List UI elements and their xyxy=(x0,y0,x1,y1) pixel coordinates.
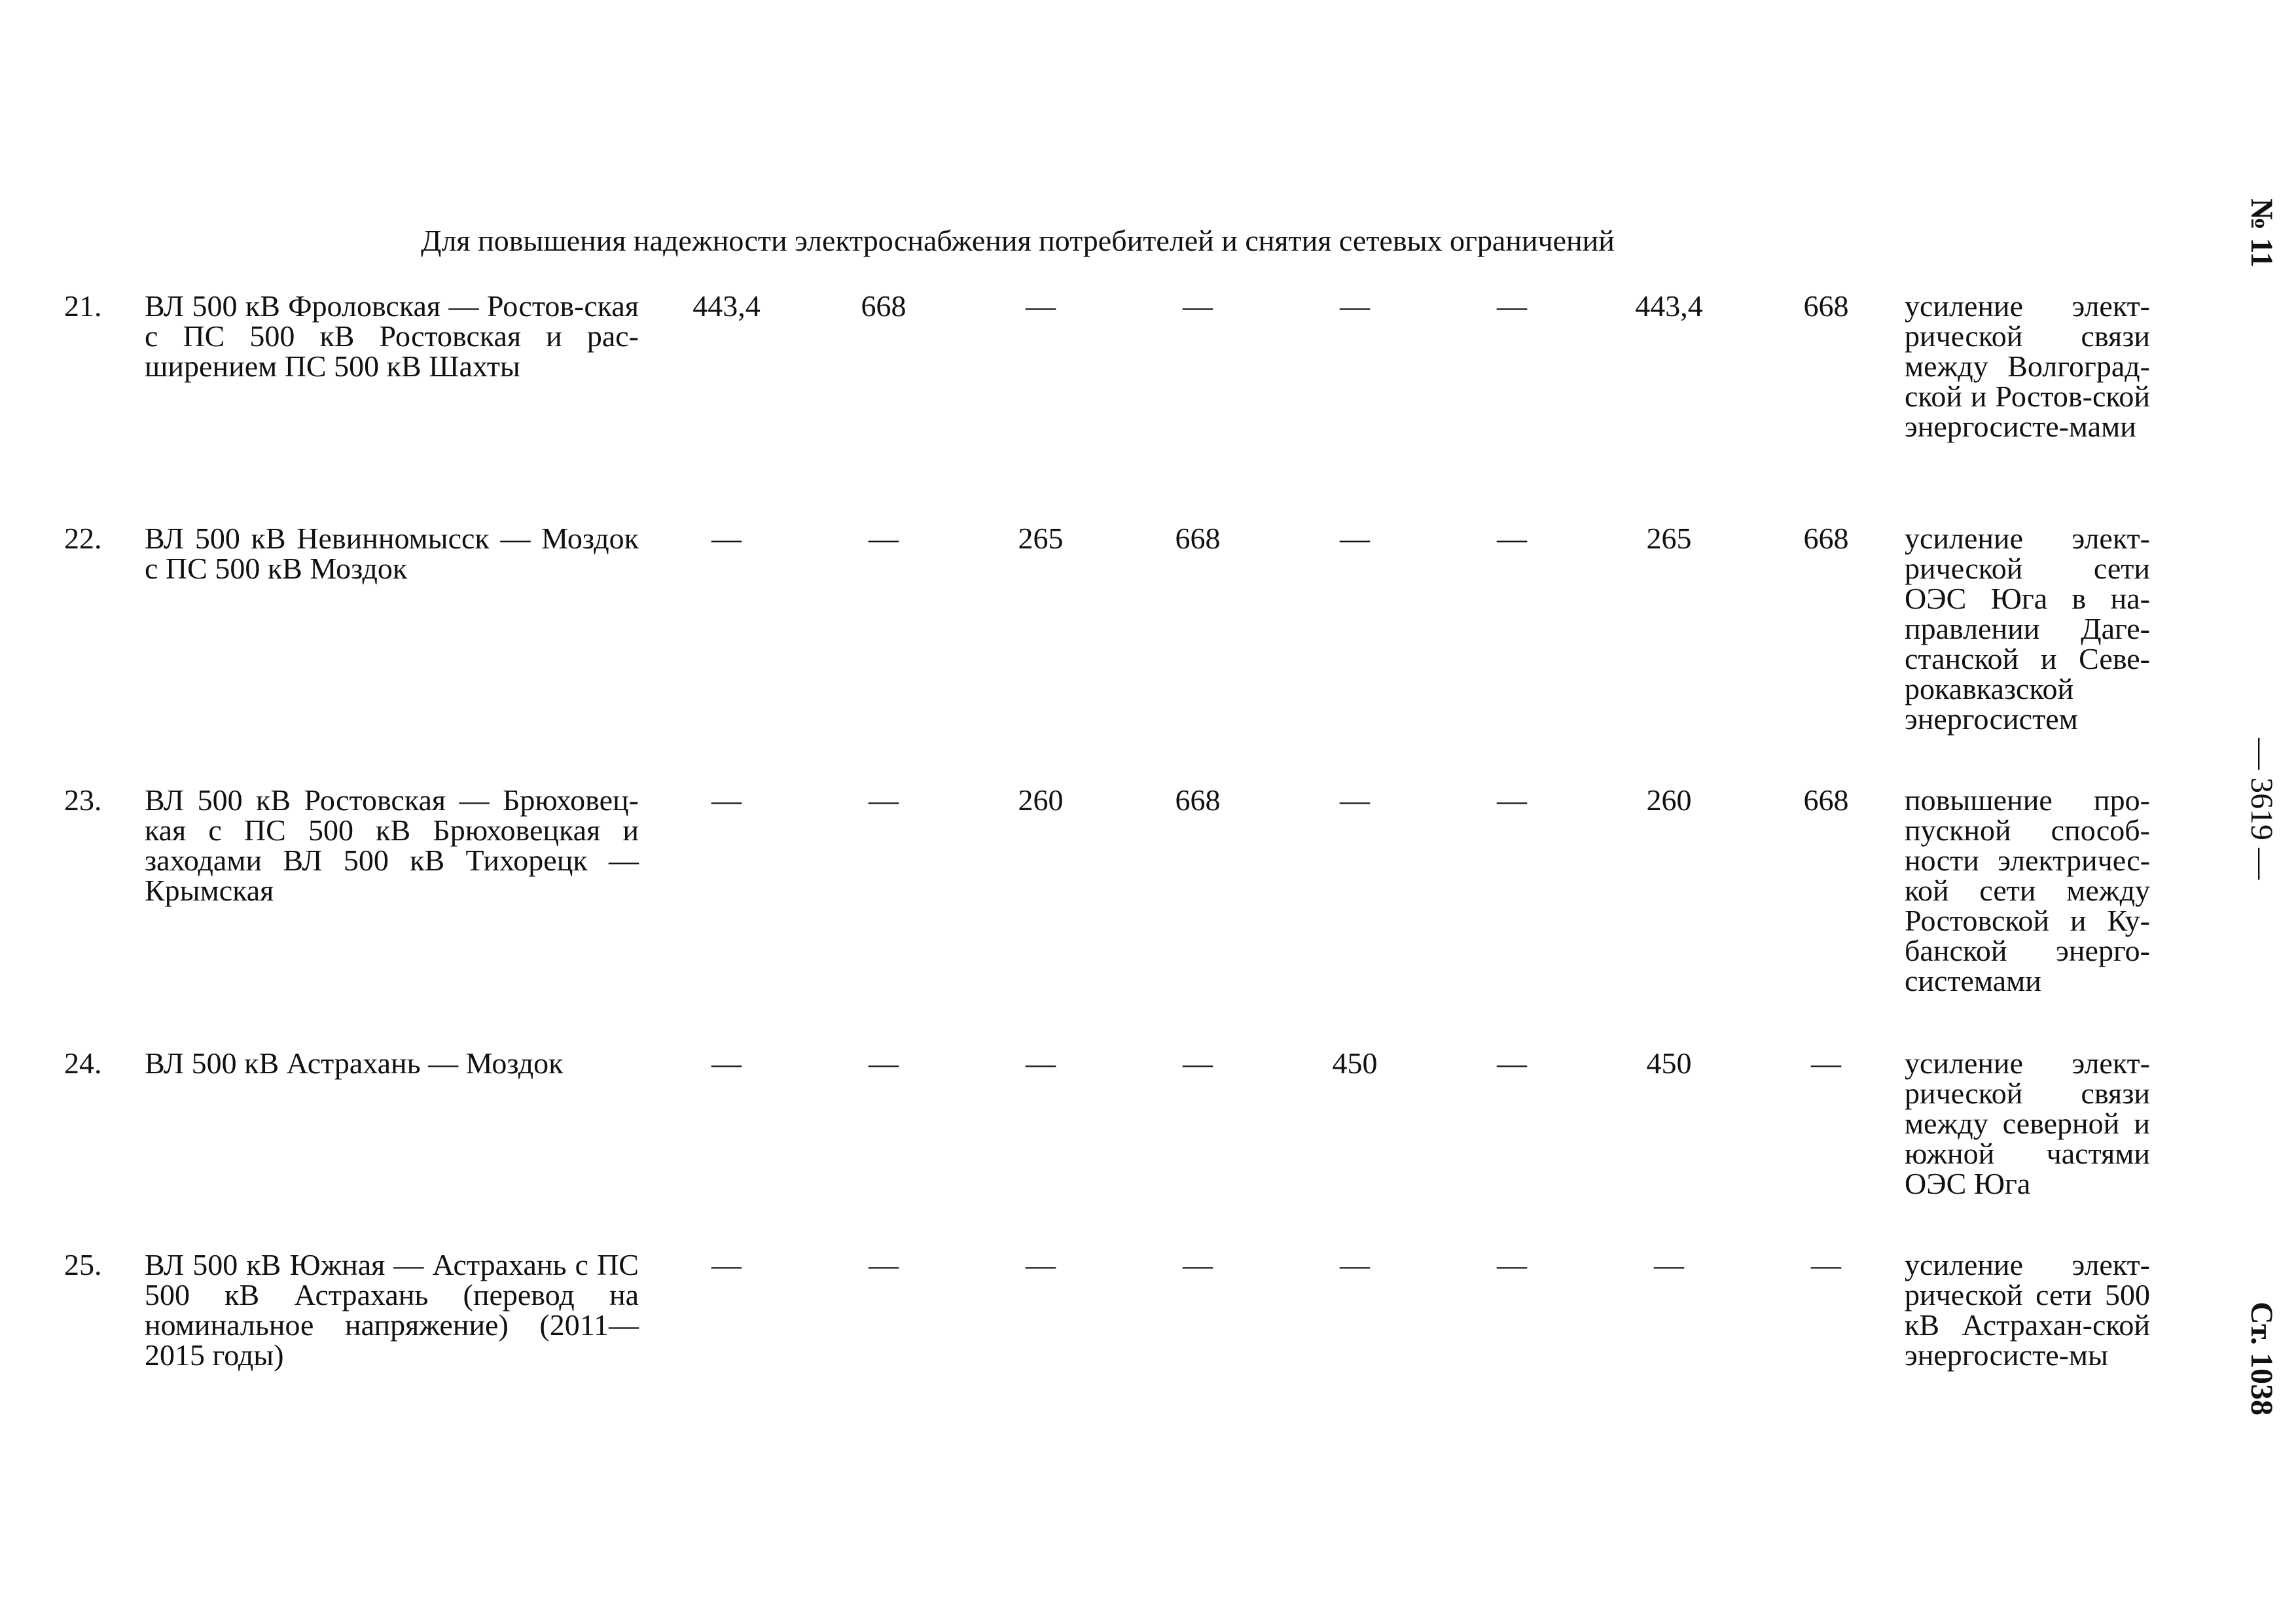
row-value-7: 265 xyxy=(1646,522,1692,555)
row-purpose: усиление элект-рической сети ОЭС Юга в на-правлении Даге-станской и Севе-рокавказской энергосистем xyxy=(1905,522,2150,736)
row-value-2: — xyxy=(869,1248,899,1281)
row-purpose: усиление элект-рической связи между Волгоград-ской и Ростов-ской энергосисте-мами xyxy=(1905,289,2150,443)
row-value-4: — xyxy=(1183,1046,1213,1080)
page-number: — 3619 — xyxy=(2244,738,2279,880)
row-name: ВЛ 500 кВ Южная — Астрахань с ПС 500 кВ Астрахань (перевод на номинальное напряжение) (2011—2015 годы) xyxy=(145,1248,639,1372)
row-number: 21. xyxy=(64,289,102,323)
row-number: 25. xyxy=(64,1248,102,1281)
row-value-2: — xyxy=(869,522,899,555)
row-value-8: 668 xyxy=(1803,522,1849,555)
row-value-3: — xyxy=(1026,289,1056,323)
row-value-5: 450 xyxy=(1332,1046,1378,1080)
row-purpose: усиление элект-рической сети 500 кВ Астрахан-ской энергосисте-мы xyxy=(1905,1248,2150,1372)
issue-number: № 11 xyxy=(2244,198,2279,268)
row-value-4: 668 xyxy=(1175,522,1221,555)
row-value-5: — xyxy=(1340,289,1370,323)
row-value-3: — xyxy=(1026,1046,1056,1080)
row-value-6: — xyxy=(1497,1046,1527,1080)
row-value-8: — xyxy=(1811,1046,1841,1080)
row-value-7: — xyxy=(1654,1248,1684,1281)
row-value-5: — xyxy=(1340,522,1370,555)
row-value-3: 265 xyxy=(1018,522,1064,555)
row-value-7: 260 xyxy=(1646,783,1692,817)
row-value-1: — xyxy=(711,783,742,817)
row-name: ВЛ 500 кВ Невинномысск — Моздок с ПС 500 кВ Моздок xyxy=(145,522,639,585)
row-value-6: — xyxy=(1497,522,1527,555)
row-number: 24. xyxy=(64,1046,102,1080)
row-value-4: — xyxy=(1183,1248,1213,1281)
row-value-1: — xyxy=(711,1248,742,1281)
row-value-2: — xyxy=(869,1046,899,1080)
row-value-1: 443,4 xyxy=(692,289,761,323)
row-value-4: 668 xyxy=(1175,783,1221,817)
row-value-8: 668 xyxy=(1803,783,1849,817)
row-value-3: 260 xyxy=(1018,783,1064,817)
row-name: ВЛ 500 кВ Фроловская — Ростов-ская с ПС 500 кВ Ростовская и рас-ширением ПС 500 кВ Шахты xyxy=(145,289,639,383)
row-value-2: — xyxy=(869,783,899,817)
row-value-8: 668 xyxy=(1803,289,1849,323)
row-value-7: 443,4 xyxy=(1635,289,1703,323)
row-value-5: — xyxy=(1340,1248,1370,1281)
row-value-1: — xyxy=(711,1046,742,1080)
article-number: Ст. 1038 xyxy=(2244,1302,2279,1416)
row-value-5: — xyxy=(1340,783,1370,817)
row-purpose: усиление элект-рической связи между северной и южной частями ОЭС Юга xyxy=(1905,1046,2150,1200)
row-name: ВЛ 500 кВ Ростовская — Брюховец-кая с ПС 500 кВ Брюховецкая и заходами ВЛ 500 кВ Тихорецк — Крымская xyxy=(145,783,639,907)
row-value-8: — xyxy=(1811,1248,1841,1281)
row-value-7: 450 xyxy=(1646,1046,1692,1080)
section-title: Для повышения надежности электроснабжения потребителей и снятия сетевых ограничений xyxy=(421,224,1615,257)
row-value-3: — xyxy=(1026,1248,1056,1281)
row-value-1: — xyxy=(711,522,742,555)
row-value-6: — xyxy=(1497,289,1527,323)
row-value-6: — xyxy=(1497,783,1527,817)
row-number: 22. xyxy=(64,522,102,555)
row-number: 23. xyxy=(64,783,102,817)
row-value-2: 668 xyxy=(861,289,906,323)
row-purpose: повышение про-пускной способ-ности электричес-кой сети между Ростовской и Ку-банской энерго-системами xyxy=(1905,783,2150,997)
row-name: ВЛ 500 кВ Астрахань — Моздок xyxy=(145,1046,564,1080)
row-value-6: — xyxy=(1497,1248,1527,1281)
row-value-4: — xyxy=(1183,289,1213,323)
